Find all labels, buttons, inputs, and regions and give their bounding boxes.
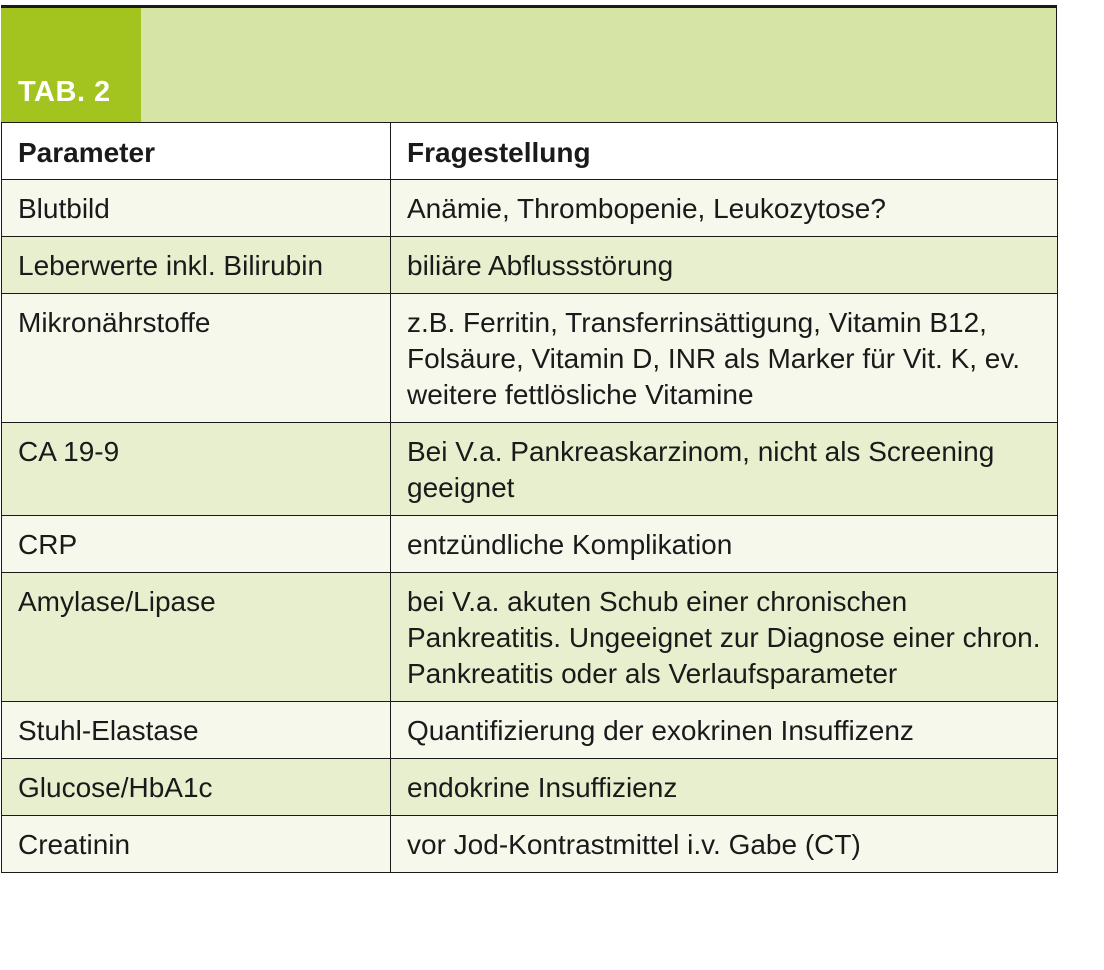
cell-question: bei V.a. akuten Schub einer chronischen Pankreatitis. Ungeeignet zur Diagnose einer chron. Pankreatitis oder als Verlaufsparameter [391, 573, 1058, 702]
cell-parameter: Creatinin [2, 816, 391, 873]
cell-parameter: CRP [2, 516, 391, 573]
table-row [2, 816, 1058, 873]
column-header-parameter: Parameter [2, 123, 391, 180]
table-row [2, 294, 1058, 423]
column-header-row [2, 123, 1058, 180]
cell-parameter: Stuhl-Elastase [2, 702, 391, 759]
cell-question: entzündliche Komplikation [391, 516, 1058, 573]
cell-question: z.B. Ferritin, Transferrinsättigung, Vitamin B12, Folsäure, Vitamin D, INR als Marker für Vit. K, ev. weitere fettlösliche Vitamine [391, 294, 1058, 423]
cell-parameter: Amylase/Lipase [2, 573, 391, 702]
cell-question: endokrine Insuffizienz [391, 759, 1058, 816]
table-label: TAB. 2 [1, 8, 141, 122]
cell-parameter: Mikronährstoffe [2, 294, 391, 423]
cell-question: Quantifizierung der exokrinen Insuffizenz [391, 702, 1058, 759]
lab-parameter-table [1, 5, 1057, 873]
cell-parameter: Glucose/HbA1c [2, 759, 391, 816]
data-table [1, 122, 1058, 873]
cell-question: biliäre Abflussstörung [391, 237, 1058, 294]
cell-parameter: CA 19-9 [2, 423, 391, 516]
cell-question: Bei V.a. Pankreaskarzinom, nicht als Screening geeignet [391, 423, 1058, 516]
table-row [2, 516, 1058, 573]
table-row [2, 180, 1058, 237]
cell-parameter: Leberwerte inkl. Bilirubin [2, 237, 391, 294]
cell-parameter: Blutbild [2, 180, 391, 237]
column-header-fragestellung: Fragestellung [391, 123, 1058, 180]
cell-question: vor Jod-Kontrastmittel i.v. Gabe (CT) [391, 816, 1058, 873]
table-row [2, 759, 1058, 816]
table-row [2, 423, 1058, 516]
table-header-band [1, 5, 1057, 122]
cell-question: Anämie, Thrombopenie, Leukozytose? [391, 180, 1058, 237]
table-row [2, 702, 1058, 759]
table-row [2, 237, 1058, 294]
table-row [2, 573, 1058, 702]
